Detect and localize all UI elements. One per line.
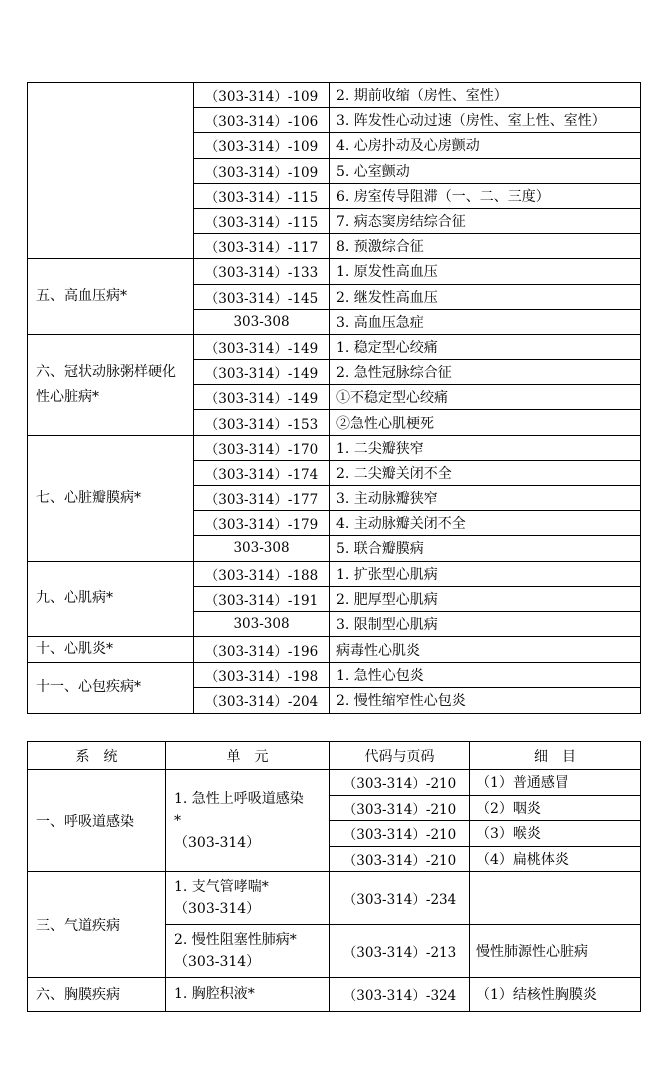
code-cell: （303-314）-106 — [194, 108, 330, 133]
item-cell: 2. 期前收缩（房性、室性） — [330, 83, 641, 108]
item-cell: 3. 高血压急症 — [330, 309, 641, 334]
code-cell: （303-314）-204 — [194, 688, 330, 713]
unit-name: 1. 支气管哮喘* — [174, 879, 269, 895]
unit-cell — [166, 925, 330, 978]
system-cell: 六、胸膜疾病 — [28, 978, 166, 1012]
code-cell: （303-314）-115 — [194, 183, 330, 208]
code-cell: 303-308 — [194, 611, 330, 636]
system-cell: 九、心肌病* — [28, 561, 194, 637]
code-cell: （303-314）-133 — [194, 259, 330, 284]
code-cell: （303-314）-177 — [194, 486, 330, 511]
item-cell: （4）扁桃体炎 — [470, 846, 641, 872]
code-cell: （303-314）-170 — [194, 435, 330, 460]
header-system: 系 统 — [28, 742, 166, 770]
unit-code: （303-314） — [174, 954, 261, 970]
curriculum-table-cardiovascular — [27, 82, 641, 714]
unit-cell — [166, 872, 330, 925]
item-cell: 1. 稳定型心绞痛 — [330, 334, 641, 359]
system-cell: 十、心肌炎* — [28, 637, 194, 663]
item-cell: 1. 扩张型心肌病 — [330, 561, 641, 586]
item-cell: 6. 房室传导阻滞（一、二、三度） — [330, 183, 641, 208]
item-cell: 8. 预激综合征 — [330, 234, 641, 259]
code-cell: （303-314）-179 — [194, 511, 330, 536]
code-cell: （303-314）-210 — [330, 821, 470, 847]
code-cell: 303-308 — [194, 309, 330, 334]
unit-cell — [166, 770, 330, 872]
curriculum-table-respiratory — [27, 741, 641, 1012]
item-cell: 病毒性心肌炎 — [330, 637, 641, 663]
code-cell: （303-314）-149 — [194, 385, 330, 410]
system-cell: 一、呼吸道感染 — [28, 770, 166, 872]
item-cell: 7. 病态窦房结综合征 — [330, 208, 641, 233]
code-cell: （303-314）-115 — [194, 208, 330, 233]
header-code: 代码与页码 — [330, 742, 470, 770]
unit-cell: 1. 胸腔积液* — [166, 978, 330, 1012]
code-cell: （303-314）-210 — [330, 846, 470, 872]
unit-name: 2. 慢性阻塞性肺病* — [174, 932, 297, 948]
system-cell: 六、冠状动脉粥样硬化性心脏病* — [28, 334, 194, 435]
item-cell: 3. 限制型心肌病 — [330, 611, 641, 636]
item-cell: 5. 联合瓣膜病 — [330, 536, 641, 561]
code-cell: （303-314）-109 — [194, 83, 330, 108]
item-cell: ②急性心肌梗死 — [330, 410, 641, 435]
header-item: 细 目 — [470, 742, 641, 770]
item-cell: 3. 阵发性心动过速（房性、室上性、室性） — [330, 108, 641, 133]
item-cell: （3）喉炎 — [470, 821, 641, 847]
code-cell: （303-314）-324 — [330, 978, 470, 1012]
item-cell: 1. 二尖瓣狭窄 — [330, 435, 641, 460]
item-cell: 2. 慢性缩窄性心包炎 — [330, 688, 641, 713]
system-cell: 七、心脏瓣膜病* — [28, 435, 194, 561]
code-cell: （303-314）-145 — [194, 284, 330, 309]
code-cell: （303-314）-153 — [194, 410, 330, 435]
item-cell: 4. 心房扑动及心房颤动 — [330, 133, 641, 158]
code-cell: （303-314）-196 — [194, 637, 330, 663]
item-cell: ①不稳定型心绞痛 — [330, 385, 641, 410]
system-cell: 三、气道疾病 — [28, 872, 166, 978]
item-cell: （2）咽炎 — [470, 795, 641, 821]
item-cell: 2. 继发性高血压 — [330, 284, 641, 309]
code-cell: （303-314）-109 — [194, 158, 330, 183]
code-cell: （303-314）-198 — [194, 663, 330, 688]
item-cell: 3. 主动脉瓣狭窄 — [330, 486, 641, 511]
code-cell: （303-314）-191 — [194, 586, 330, 611]
unit-code: （303-314） — [174, 901, 261, 917]
item-cell — [470, 872, 641, 925]
header-unit: 单 元 — [166, 742, 330, 770]
item-cell: 5. 心室颤动 — [330, 158, 641, 183]
item-cell: 1. 急性心包炎 — [330, 663, 641, 688]
system-cell: 十一、心包疾病* — [28, 663, 194, 713]
code-cell: （303-314）-188 — [194, 561, 330, 586]
code-cell: （303-314）-234 — [330, 872, 470, 925]
code-cell: （303-314）-117 — [194, 234, 330, 259]
item-cell: 2. 肥厚型心肌病 — [330, 586, 641, 611]
item-cell: 2. 急性冠脉综合征 — [330, 360, 641, 385]
code-cell: （303-314）-213 — [330, 925, 470, 978]
item-cell: （1）普通感冒 — [470, 770, 641, 796]
code-cell: 303-308 — [194, 536, 330, 561]
system-cell — [28, 83, 194, 259]
item-cell: 2. 二尖瓣关闭不全 — [330, 460, 641, 485]
code-cell: （303-314）-109 — [194, 133, 330, 158]
code-cell: （303-314）-149 — [194, 334, 330, 359]
system-cell: 五、高血压病* — [28, 259, 194, 335]
unit-code: （303-314） — [174, 834, 261, 851]
code-cell: （303-314）-149 — [194, 360, 330, 385]
item-cell: 慢性肺源性心脏病 — [470, 925, 641, 978]
unit-name: 1. 急性上呼吸道感染* — [174, 790, 304, 829]
item-cell: （1）结核性胸膜炎 — [470, 978, 641, 1012]
item-cell: 1. 原发性高血压 — [330, 259, 641, 284]
code-cell: （303-314）-210 — [330, 770, 470, 796]
item-cell: 4. 主动脉瓣关闭不全 — [330, 511, 641, 536]
code-cell: （303-314）-210 — [330, 795, 470, 821]
code-cell: （303-314）-174 — [194, 460, 330, 485]
